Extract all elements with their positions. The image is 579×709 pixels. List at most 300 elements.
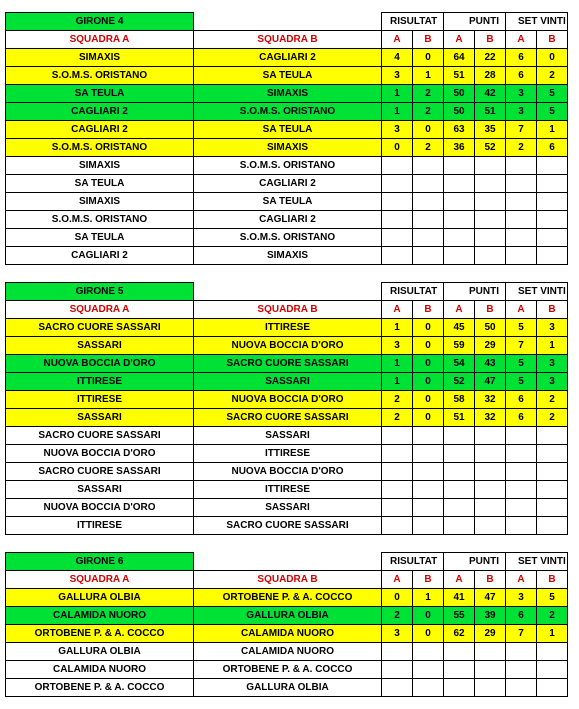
risultato-b-cell: 2 (413, 103, 444, 121)
set-b-cell: 6 (537, 139, 568, 157)
team-b-cell: NUOVA BOCCIA D'ORO (194, 391, 382, 409)
team-b-cell: ITTIRESE (194, 481, 382, 499)
set-vinti-header: SET VINTI (506, 13, 568, 31)
match-row (6, 247, 568, 265)
team-a-cell: NUOVA BOCCIA D'ORO (6, 445, 194, 463)
set-a-cell: 6 (506, 67, 537, 85)
risultati-header: RISULTAT (382, 283, 444, 301)
team-a-cell: ORTOBENE P. & A. COCCO (6, 625, 194, 643)
set-a-cell: 3 (506, 589, 537, 607)
team-b-cell: S.O.M.S. ORISTANO (194, 157, 382, 175)
risultato-a-cell: 3 (382, 625, 413, 643)
risultato-a-cell: 2 (382, 391, 413, 409)
set-a-cell: 7 (506, 337, 537, 355)
risultato-a-cell (382, 463, 413, 481)
punti-b-cell (475, 481, 506, 499)
punti-b-cell (475, 643, 506, 661)
match-row (6, 589, 568, 607)
girone-title: GIRONE 4 (6, 13, 194, 31)
team-b-cell: SIMAXIS (194, 85, 382, 103)
match-row (6, 121, 568, 139)
team-b-cell: SACRO CUORE SASSARI (194, 409, 382, 427)
punti-b-cell: 22 (475, 49, 506, 67)
set-a-cell: 6 (506, 391, 537, 409)
punti-a-cell: 41 (444, 589, 475, 607)
set-b-cell (537, 463, 568, 481)
risultato-a-cell: 1 (382, 103, 413, 121)
punti-a-cell: 63 (444, 121, 475, 139)
risultato-a-cell (382, 427, 413, 445)
punti-b-cell: 42 (475, 85, 506, 103)
squadra-b-header: SQUADRA B (194, 31, 382, 49)
set-b-cell (537, 661, 568, 679)
empty-cell (194, 553, 382, 571)
punti-a-cell: 62 (444, 625, 475, 643)
col-b-header: B (413, 301, 444, 319)
team-a-cell: GALLURA OLBIA (6, 643, 194, 661)
risultato-b-cell (413, 247, 444, 265)
match-row (6, 337, 568, 355)
set-b-cell (537, 499, 568, 517)
set-b-cell (537, 481, 568, 499)
col-b-header: B (537, 571, 568, 589)
risultato-a-cell (382, 679, 413, 697)
squadra-a-header: SQUADRA A (6, 31, 194, 49)
punti-a-cell (444, 157, 475, 175)
punti-b-cell (475, 463, 506, 481)
risultato-a-cell: 1 (382, 319, 413, 337)
girone-table (5, 12, 568, 265)
match-row (6, 211, 568, 229)
col-b-header: B (475, 571, 506, 589)
set-b-cell: 1 (537, 337, 568, 355)
team-b-cell: ORTOBENE P. & A. COCCO (194, 661, 382, 679)
set-a-cell: 3 (506, 103, 537, 121)
risultato-a-cell: 0 (382, 139, 413, 157)
risultato-b-cell: 0 (413, 625, 444, 643)
punti-b-cell (475, 193, 506, 211)
match-row (6, 499, 568, 517)
risultato-b-cell: 0 (413, 355, 444, 373)
set-b-cell (537, 517, 568, 535)
punti-b-cell (475, 157, 506, 175)
team-a-cell: SACRO CUORE SASSARI (6, 427, 194, 445)
risultato-b-cell: 0 (413, 409, 444, 427)
punti-a-cell: 52 (444, 373, 475, 391)
match-row (6, 85, 568, 103)
punti-b-cell: 35 (475, 121, 506, 139)
punti-b-cell: 29 (475, 337, 506, 355)
team-a-cell: SASSARI (6, 409, 194, 427)
punti-b-cell (475, 445, 506, 463)
team-a-cell: CAGLIARI 2 (6, 247, 194, 265)
punti-a-cell (444, 427, 475, 445)
punti-b-cell (475, 517, 506, 535)
team-a-cell: SASSARI (6, 481, 194, 499)
set-b-cell (537, 193, 568, 211)
match-row (6, 427, 568, 445)
set-b-cell (537, 247, 568, 265)
set-b-cell (537, 157, 568, 175)
set-a-cell (506, 481, 537, 499)
risultato-b-cell (413, 427, 444, 445)
match-row (6, 607, 568, 625)
punti-a-cell (444, 193, 475, 211)
risultato-b-cell: 2 (413, 85, 444, 103)
punti-b-cell (475, 427, 506, 445)
punti-b-cell (475, 661, 506, 679)
risultato-a-cell: 2 (382, 409, 413, 427)
team-b-cell: SASSARI (194, 427, 382, 445)
set-b-cell (537, 643, 568, 661)
team-b-cell: SA TEULA (194, 121, 382, 139)
punti-header: PUNTI (444, 553, 506, 571)
set-b-cell (537, 445, 568, 463)
risultato-a-cell: 3 (382, 337, 413, 355)
match-row (6, 193, 568, 211)
risultati-header: RISULTAT (382, 13, 444, 31)
punti-a-cell (444, 517, 475, 535)
risultato-b-cell: 0 (413, 49, 444, 67)
col-a-header: A (444, 301, 475, 319)
risultato-b-cell: 0 (413, 337, 444, 355)
set-a-cell (506, 427, 537, 445)
set-b-cell: 3 (537, 319, 568, 337)
team-b-cell: SA TEULA (194, 193, 382, 211)
risultato-a-cell (382, 157, 413, 175)
punti-b-cell (475, 175, 506, 193)
risultato-a-cell (382, 517, 413, 535)
match-row (6, 103, 568, 121)
set-a-cell (506, 229, 537, 247)
set-a-cell (506, 679, 537, 697)
punti-b-cell (475, 679, 506, 697)
punti-b-cell (475, 229, 506, 247)
punti-b-cell: 47 (475, 589, 506, 607)
empty-cell (194, 283, 382, 301)
risultato-a-cell: 1 (382, 373, 413, 391)
match-row (6, 67, 568, 85)
risultato-b-cell: 0 (413, 607, 444, 625)
set-b-cell: 5 (537, 103, 568, 121)
punti-b-cell: 43 (475, 355, 506, 373)
set-b-cell: 2 (537, 391, 568, 409)
match-row (6, 409, 568, 427)
girone-table (5, 552, 568, 697)
punti-b-cell: 51 (475, 103, 506, 121)
set-a-cell: 6 (506, 49, 537, 67)
team-a-cell: S.O.M.S. ORISTANO (6, 211, 194, 229)
match-row (6, 49, 568, 67)
team-a-cell: SA TEULA (6, 85, 194, 103)
set-b-cell: 5 (537, 589, 568, 607)
risultato-a-cell (382, 445, 413, 463)
set-a-cell (506, 463, 537, 481)
risultato-a-cell (382, 499, 413, 517)
set-a-cell (506, 445, 537, 463)
team-a-cell: CALAMIDA NUORO (6, 661, 194, 679)
risultato-b-cell: 1 (413, 589, 444, 607)
punti-a-cell: 36 (444, 139, 475, 157)
squadra-a-header: SQUADRA A (6, 571, 194, 589)
set-vinti-header: SET VINTI (506, 283, 568, 301)
punti-a-cell: 51 (444, 67, 475, 85)
set-b-cell: 5 (537, 85, 568, 103)
team-b-cell: CALAMIDA NUORO (194, 643, 382, 661)
team-b-cell: SIMAXIS (194, 139, 382, 157)
punti-a-cell (444, 247, 475, 265)
team-b-cell: SA TEULA (194, 67, 382, 85)
squadra-b-header: SQUADRA B (194, 301, 382, 319)
punti-b-cell: 32 (475, 409, 506, 427)
set-b-cell: 2 (537, 67, 568, 85)
set-a-cell (506, 193, 537, 211)
col-b-header: B (475, 301, 506, 319)
match-row (6, 139, 568, 157)
punti-header: PUNTI (444, 13, 506, 31)
team-a-cell: GALLURA OLBIA (6, 589, 194, 607)
set-b-cell (537, 427, 568, 445)
punti-a-cell (444, 229, 475, 247)
risultato-a-cell: 1 (382, 355, 413, 373)
risultato-b-cell: 0 (413, 391, 444, 409)
risultato-a-cell: 0 (382, 589, 413, 607)
risultato-a-cell: 2 (382, 607, 413, 625)
team-a-cell: SA TEULA (6, 229, 194, 247)
col-a-header: A (506, 301, 537, 319)
set-a-cell: 7 (506, 625, 537, 643)
team-b-cell: ITTIRESE (194, 319, 382, 337)
punti-a-cell (444, 679, 475, 697)
squadra-a-header: SQUADRA A (6, 301, 194, 319)
punti-a-cell (444, 499, 475, 517)
risultato-b-cell: 0 (413, 121, 444, 139)
team-a-cell: CAGLIARI 2 (6, 103, 194, 121)
risultato-a-cell (382, 211, 413, 229)
set-a-cell: 6 (506, 409, 537, 427)
risultato-b-cell (413, 643, 444, 661)
set-a-cell (506, 499, 537, 517)
match-row (6, 157, 568, 175)
risultato-b-cell (413, 661, 444, 679)
set-b-cell (537, 211, 568, 229)
punti-b-cell: 29 (475, 625, 506, 643)
punti-b-cell (475, 211, 506, 229)
set-a-cell (506, 661, 537, 679)
set-a-cell: 5 (506, 373, 537, 391)
team-b-cell: SASSARI (194, 373, 382, 391)
risultati-header: RISULTAT (382, 553, 444, 571)
team-a-cell: SIMAXIS (6, 193, 194, 211)
risultato-a-cell: 3 (382, 67, 413, 85)
punti-b-cell (475, 247, 506, 265)
risultato-a-cell (382, 175, 413, 193)
risultato-a-cell (382, 481, 413, 499)
set-vinti-header: SET VINTI (506, 553, 568, 571)
col-b-header: B (413, 571, 444, 589)
risultato-b-cell (413, 517, 444, 535)
col-a-header: A (382, 31, 413, 49)
punti-b-cell: 39 (475, 607, 506, 625)
risultato-b-cell (413, 481, 444, 499)
set-b-cell (537, 229, 568, 247)
set-a-cell: 5 (506, 319, 537, 337)
set-b-cell: 3 (537, 355, 568, 373)
punti-a-cell (444, 211, 475, 229)
punti-header: PUNTI (444, 283, 506, 301)
risultato-b-cell (413, 157, 444, 175)
risultato-a-cell: 4 (382, 49, 413, 67)
risultato-a-cell (382, 193, 413, 211)
team-a-cell: S.O.M.S. ORISTANO (6, 67, 194, 85)
set-b-cell: 2 (537, 607, 568, 625)
team-b-cell: S.O.M.S. ORISTANO (194, 103, 382, 121)
set-a-cell: 3 (506, 85, 537, 103)
team-b-cell: CAGLIARI 2 (194, 175, 382, 193)
set-a-cell (506, 175, 537, 193)
col-a-header: A (382, 571, 413, 589)
punti-a-cell: 54 (444, 355, 475, 373)
team-b-cell: GALLURA OLBIA (194, 679, 382, 697)
set-b-cell (537, 175, 568, 193)
match-row (6, 517, 568, 535)
set-b-cell: 0 (537, 49, 568, 67)
set-a-cell: 6 (506, 607, 537, 625)
punti-a-cell: 55 (444, 607, 475, 625)
punti-a-cell: 51 (444, 409, 475, 427)
set-a-cell (506, 157, 537, 175)
team-b-cell: SACRO CUORE SASSARI (194, 517, 382, 535)
team-a-cell: ITTIRESE (6, 373, 194, 391)
team-a-cell: CALAMIDA NUORO (6, 607, 194, 625)
match-row (6, 319, 568, 337)
set-b-cell: 2 (537, 409, 568, 427)
set-b-cell: 1 (537, 121, 568, 139)
punti-a-cell (444, 661, 475, 679)
set-a-cell (506, 643, 537, 661)
squadra-b-header: SQUADRA B (194, 571, 382, 589)
col-b-header: B (413, 31, 444, 49)
col-b-header: B (537, 31, 568, 49)
set-b-cell (537, 679, 568, 697)
col-b-header: B (537, 301, 568, 319)
team-b-cell: SASSARI (194, 499, 382, 517)
risultato-a-cell (382, 661, 413, 679)
team-a-cell: SACRO CUORE SASSARI (6, 319, 194, 337)
match-row (6, 229, 568, 247)
team-a-cell: ITTIRESE (6, 391, 194, 409)
team-b-cell: GALLURA OLBIA (194, 607, 382, 625)
col-a-header: A (382, 301, 413, 319)
set-a-cell: 2 (506, 139, 537, 157)
match-row (6, 463, 568, 481)
risultato-b-cell (413, 463, 444, 481)
punti-a-cell: 58 (444, 391, 475, 409)
punti-a-cell (444, 463, 475, 481)
team-a-cell: SA TEULA (6, 175, 194, 193)
risultato-b-cell (413, 445, 444, 463)
col-a-header: A (506, 571, 537, 589)
girone-table (5, 282, 568, 535)
match-row (6, 373, 568, 391)
match-row (6, 481, 568, 499)
team-a-cell: SIMAXIS (6, 157, 194, 175)
punti-b-cell (475, 499, 506, 517)
risultato-b-cell: 2 (413, 139, 444, 157)
match-row (6, 391, 568, 409)
col-a-header: A (444, 571, 475, 589)
risultato-a-cell: 1 (382, 85, 413, 103)
risultato-b-cell: 0 (413, 319, 444, 337)
risultato-b-cell: 1 (413, 67, 444, 85)
risultato-b-cell (413, 175, 444, 193)
set-b-cell: 1 (537, 625, 568, 643)
set-a-cell (506, 247, 537, 265)
girone-title: GIRONE 5 (6, 283, 194, 301)
team-a-cell: NUOVA BOCCIA D'ORO (6, 355, 194, 373)
punti-a-cell: 64 (444, 49, 475, 67)
team-b-cell: SACRO CUORE SASSARI (194, 355, 382, 373)
punti-a-cell: 50 (444, 85, 475, 103)
set-a-cell: 7 (506, 121, 537, 139)
punti-a-cell (444, 445, 475, 463)
punti-a-cell (444, 175, 475, 193)
punti-b-cell: 32 (475, 391, 506, 409)
punti-a-cell (444, 643, 475, 661)
punti-b-cell: 28 (475, 67, 506, 85)
team-a-cell: CAGLIARI 2 (6, 121, 194, 139)
col-b-header: B (475, 31, 506, 49)
team-b-cell: NUOVA BOCCIA D'ORO (194, 463, 382, 481)
punti-a-cell (444, 481, 475, 499)
team-b-cell: NUOVA BOCCIA D'ORO (194, 337, 382, 355)
punti-a-cell: 50 (444, 103, 475, 121)
team-a-cell: ITTIRESE (6, 517, 194, 535)
team-a-cell: SASSARI (6, 337, 194, 355)
col-a-header: A (444, 31, 475, 49)
team-b-cell: CAGLIARI 2 (194, 49, 382, 67)
match-row (6, 661, 568, 679)
team-b-cell: CALAMIDA NUORO (194, 625, 382, 643)
team-a-cell: SIMAXIS (6, 49, 194, 67)
punti-a-cell: 45 (444, 319, 475, 337)
risultato-b-cell (413, 499, 444, 517)
punti-b-cell: 50 (475, 319, 506, 337)
team-a-cell: S.O.M.S. ORISTANO (6, 139, 194, 157)
empty-cell (194, 13, 382, 31)
risultato-a-cell (382, 643, 413, 661)
risultato-b-cell (413, 229, 444, 247)
risultato-b-cell (413, 193, 444, 211)
match-row (6, 445, 568, 463)
set-b-cell: 3 (537, 373, 568, 391)
girone-title: GIRONE 6 (6, 553, 194, 571)
team-a-cell: ORTOBENE P. & A. COCCO (6, 679, 194, 697)
team-b-cell: ORTOBENE P. & A. COCCO (194, 589, 382, 607)
team-b-cell: CAGLIARI 2 (194, 211, 382, 229)
set-a-cell (506, 211, 537, 229)
set-a-cell: 5 (506, 355, 537, 373)
risultato-b-cell: 0 (413, 373, 444, 391)
punti-a-cell: 59 (444, 337, 475, 355)
punti-b-cell: 52 (475, 139, 506, 157)
match-row (6, 625, 568, 643)
risultato-b-cell (413, 679, 444, 697)
team-b-cell: S.O.M.S. ORISTANO (194, 229, 382, 247)
col-a-header: A (506, 31, 537, 49)
match-row (6, 175, 568, 193)
match-row (6, 643, 568, 661)
